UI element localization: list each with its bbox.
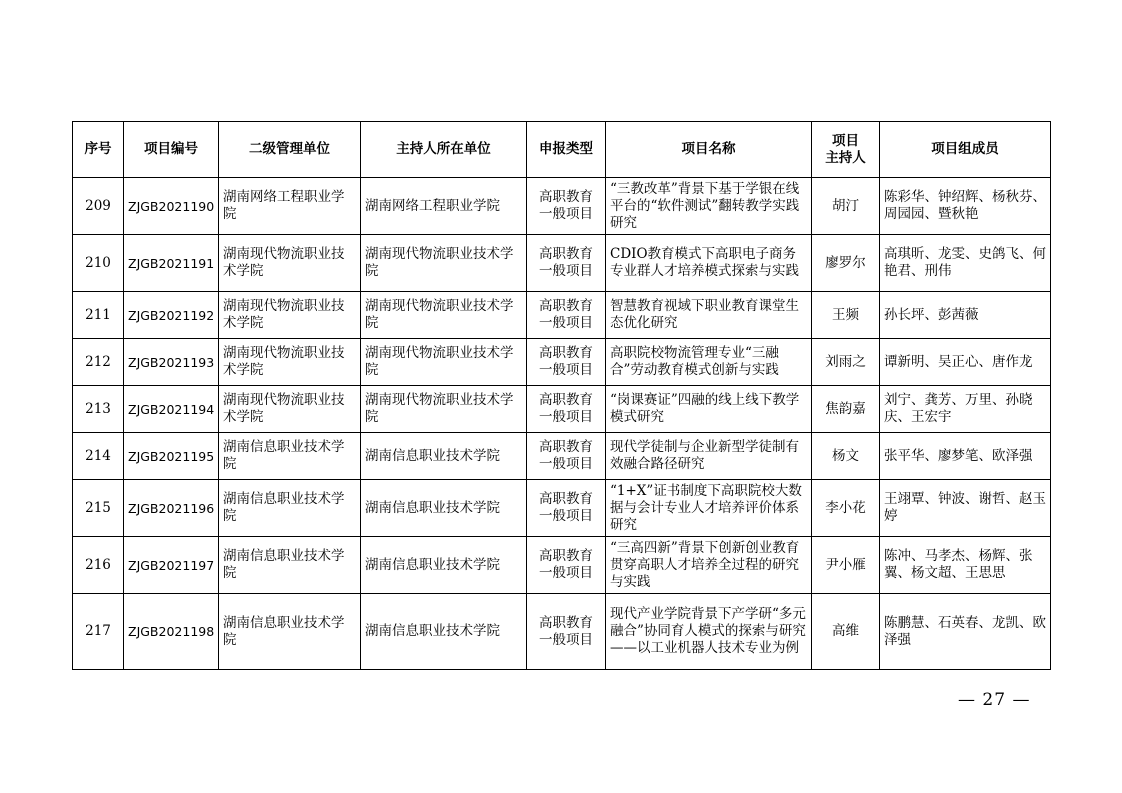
cell-code: ZJGB2021193 [124, 339, 219, 386]
table-row [73, 178, 1051, 235]
cell-unit: 湖南信息职业技术学院 [219, 480, 361, 537]
header-name: 项目名称 [606, 122, 812, 178]
cell-unit: 湖南现代物流职业技术学院 [219, 386, 361, 433]
cell-host-unit: 湖南网络工程职业学院 [361, 178, 527, 235]
cell-project-name: CDIO教育模式下高职电子商务专业群人才培养模式探索与实践 [606, 235, 812, 292]
cell-project-name: 现代产业学院背景下产学研“多元融合”协同育人模式的探索与研究——以工业机器人技术专业为例 [606, 594, 812, 670]
cell-host: 杨文 [812, 433, 880, 480]
header-host: 项目 主持人 [812, 122, 880, 178]
cell-unit: 湖南现代物流职业技术学院 [219, 339, 361, 386]
cell-members: 陈鹏慧、石英春、龙凯、欧泽强 [880, 594, 1051, 670]
cell-type: 高职教育一般项目 [527, 178, 606, 235]
cell-host: 尹小雁 [812, 537, 880, 594]
cell-project-name: 智慧教育视域下职业教育课堂生态优化研究 [606, 292, 812, 339]
cell-host: 胡汀 [812, 178, 880, 235]
cell-type: 高职教育一般项目 [527, 594, 606, 670]
cell-members: 高琪昕、龙雯、史鸽飞、何艳君、刑伟 [880, 235, 1051, 292]
cell-unit: 湖南信息职业技术学院 [219, 594, 361, 670]
cell-type: 高职教育一般项目 [527, 386, 606, 433]
cell-project-name: 高职院校物流管理专业“三融合”劳动教育模式创新与实践 [606, 339, 812, 386]
cell-type: 高职教育一般项目 [527, 480, 606, 537]
cell-code: ZJGB2021191 [124, 235, 219, 292]
cell-code: ZJGB2021192 [124, 292, 219, 339]
cell-members: 孙长坪、彭茜薇 [880, 292, 1051, 339]
cell-host-unit: 湖南信息职业技术学院 [361, 480, 527, 537]
cell-host: 焦韵嘉 [812, 386, 880, 433]
cell-code: ZJGB2021194 [124, 386, 219, 433]
header-unit: 二级管理单位 [219, 122, 361, 178]
table-row [73, 537, 1051, 594]
cell-members: 陈彩华、钟绍辉、杨秋芬、周园园、暨秋艳 [880, 178, 1051, 235]
table-row [73, 339, 1051, 386]
cell-project-name: 现代学徒制与企业新型学徒制有效融合路径研究 [606, 433, 812, 480]
cell-host-unit: 湖南信息职业技术学院 [361, 537, 527, 594]
header-members: 项目组成员 [880, 122, 1051, 178]
header-host-unit: 主持人所在单位 [361, 122, 527, 178]
cell-host-unit: 湖南现代物流职业技术学院 [361, 339, 527, 386]
cell-seq: 210 [73, 235, 124, 292]
cell-project-name: “1+X”证书制度下高职院校大数据与会计专业人才培养评价体系研究 [606, 480, 812, 537]
cell-seq: 209 [73, 178, 124, 235]
cell-host: 刘雨之 [812, 339, 880, 386]
cell-code: ZJGB2021197 [124, 537, 219, 594]
header-type: 申报类型 [527, 122, 606, 178]
cell-seq: 217 [73, 594, 124, 670]
cell-members: 谭新明、吴正心、唐作龙 [880, 339, 1051, 386]
cell-host: 廖罗尔 [812, 235, 880, 292]
cell-host-unit: 湖南信息职业技术学院 [361, 433, 527, 480]
cell-project-name: “三教改革”背景下基于学银在线平台的“软件测试”翻转教学实践研究 [606, 178, 812, 235]
table-header-row [73, 122, 1051, 178]
cell-project-name: “三高四新”背景下创新创业教育贯穿高职人才培养全过程的研究与实践 [606, 537, 812, 594]
cell-unit: 湖南信息职业技术学院 [219, 433, 361, 480]
cell-seq: 212 [73, 339, 124, 386]
project-table [72, 121, 1051, 670]
cell-code: ZJGB2021190 [124, 178, 219, 235]
cell-code: ZJGB2021196 [124, 480, 219, 537]
cell-seq: 216 [73, 537, 124, 594]
cell-unit: 湖南信息职业技术学院 [219, 537, 361, 594]
cell-seq: 215 [73, 480, 124, 537]
table-row [73, 386, 1051, 433]
table-row [73, 594, 1051, 670]
cell-type: 高职教育一般项目 [527, 235, 606, 292]
cell-type: 高职教育一般项目 [527, 339, 606, 386]
cell-host-unit: 湖南现代物流职业技术学院 [361, 386, 527, 433]
cell-members: 陈冲、马孝杰、杨辉、张翼、杨文超、王思思 [880, 537, 1051, 594]
table-row [73, 480, 1051, 537]
cell-host-unit: 湖南现代物流职业技术学院 [361, 235, 527, 292]
cell-type: 高职教育一般项目 [527, 537, 606, 594]
cell-members: 张平华、廖梦笔、欧泽强 [880, 433, 1051, 480]
header-seq: 序号 [73, 122, 124, 178]
cell-host: 李小花 [812, 480, 880, 537]
cell-members: 王翊覃、钟波、谢哲、赵玉婷 [880, 480, 1051, 537]
cell-host-unit: 湖南信息职业技术学院 [361, 594, 527, 670]
cell-code: ZJGB2021198 [124, 594, 219, 670]
cell-host: 高维 [812, 594, 880, 670]
cell-unit: 湖南现代物流职业技术学院 [219, 292, 361, 339]
cell-type: 高职教育一般项目 [527, 292, 606, 339]
cell-host: 王频 [812, 292, 880, 339]
cell-seq: 214 [73, 433, 124, 480]
cell-type: 高职教育一般项目 [527, 433, 606, 480]
table-body [73, 178, 1051, 670]
table-row [73, 292, 1051, 339]
cell-unit: 湖南网络工程职业学院 [219, 178, 361, 235]
cell-seq: 213 [73, 386, 124, 433]
cell-members: 刘宁、龚芳、万里、孙晓庆、王宏宇 [880, 386, 1051, 433]
cell-seq: 211 [73, 292, 124, 339]
page-number: — 27 — [958, 690, 1031, 710]
cell-code: ZJGB2021195 [124, 433, 219, 480]
cell-unit: 湖南现代物流职业技术学院 [219, 235, 361, 292]
table-row [73, 433, 1051, 480]
table-row [73, 235, 1051, 292]
cell-project-name: “岗课赛证”四融的线上线下教学模式研究 [606, 386, 812, 433]
cell-host-unit: 湖南现代物流职业技术学院 [361, 292, 527, 339]
header-code: 项目编号 [124, 122, 219, 178]
